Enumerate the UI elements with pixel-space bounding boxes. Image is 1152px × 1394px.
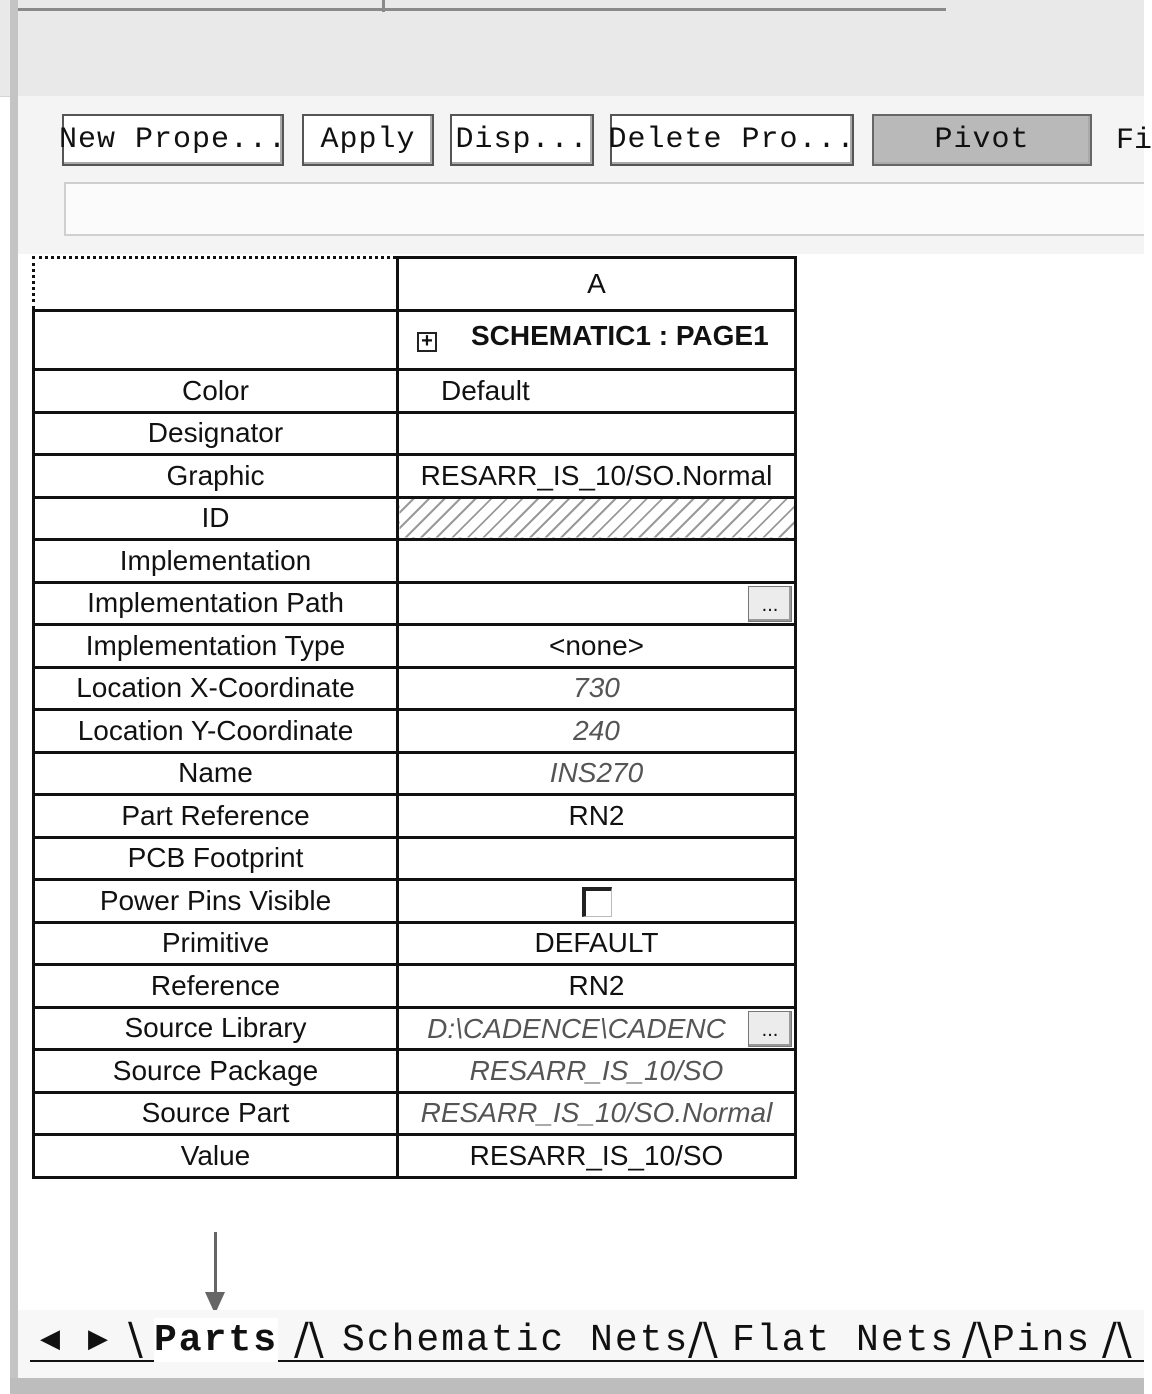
property-row (34, 582, 796, 625)
property-row (34, 752, 796, 795)
truncated-toolbar-button[interactable]: Fi (1116, 124, 1152, 158)
property-name-cell[interactable]: Source Package (34, 1050, 398, 1093)
tab-flat-nets[interactable]: Flat Nets (732, 1318, 956, 1362)
property-value-cell[interactable]: RN2 (398, 965, 796, 1008)
window-bottom-border (10, 1378, 1144, 1394)
schematic-row-label-cell (34, 311, 398, 370)
property-value-cell[interactable]: DEFAULT (398, 922, 796, 965)
scroll-right-arrow-icon[interactable]: ▶ (88, 1324, 108, 1354)
new-property-button[interactable]: New Prope... (62, 114, 284, 166)
property-value-cell[interactable]: 730 (398, 667, 796, 710)
property-name-cell[interactable]: ID (34, 497, 398, 540)
tab-pins[interactable]: Pins (992, 1318, 1092, 1362)
property-value-cell[interactable] (398, 880, 796, 923)
column-header-a[interactable]: A (398, 258, 796, 311)
header-divider (18, 8, 946, 11)
power-pins-visible-checkbox[interactable] (582, 887, 612, 917)
property-row (34, 880, 796, 923)
window-header-area (0, 0, 1144, 97)
tab-separator: \ (128, 1314, 143, 1365)
property-value-cell[interactable]: RESARR_IS_10/SO.Normal (398, 1092, 796, 1135)
grid-corner-cell[interactable] (34, 258, 398, 311)
property-row (34, 497, 796, 540)
property-row (34, 412, 796, 455)
tab-separator: /\ (294, 1314, 324, 1365)
property-value-cell[interactable]: Default (398, 370, 796, 413)
property-name-cell[interactable]: Implementation Path (34, 582, 398, 625)
property-value-cell[interactable]: <none> (398, 625, 796, 668)
property-value-text: D:\CADENCE\CADENC (427, 1012, 726, 1044)
display-button[interactable]: Disp... (450, 114, 594, 166)
expand-plus-icon[interactable]: + (417, 332, 437, 352)
property-name-cell[interactable]: Value (34, 1135, 398, 1178)
property-name-cell[interactable]: Power Pins Visible (34, 880, 398, 923)
sheet-tab-bar (18, 1310, 1144, 1378)
property-value-cell[interactable] (398, 837, 796, 880)
property-name-cell[interactable]: PCB Footprint (34, 837, 398, 880)
property-name-cell[interactable]: Graphic (34, 455, 398, 498)
property-name-cell[interactable]: Source Library (34, 1007, 398, 1050)
apply-button[interactable]: Apply (302, 114, 434, 166)
property-name-cell[interactable]: Location X-Coordinate (34, 667, 398, 710)
column-header-row (34, 258, 796, 311)
property-name-cell[interactable]: Color (34, 370, 398, 413)
tab-separator: /\ (1102, 1314, 1132, 1365)
header-divider-tick (382, 0, 385, 12)
property-row (34, 540, 796, 583)
property-name-cell[interactable]: Designator (34, 412, 398, 455)
property-value-cell[interactable]: RN2 (398, 795, 796, 838)
property-row (34, 1050, 796, 1093)
property-value-cell[interactable] (398, 582, 796, 625)
property-row (34, 922, 796, 965)
property-value-cell[interactable]: INS270 (398, 752, 796, 795)
property-name-cell[interactable]: Name (34, 752, 398, 795)
property-row (34, 1092, 796, 1135)
property-name-cell[interactable]: Location Y-Coordinate (34, 710, 398, 753)
property-value-edit-field[interactable] (64, 182, 1144, 236)
schematic-page-title: SCHEMATIC1 : PAGE1 (471, 320, 769, 351)
schematic-header-row (34, 311, 796, 370)
property-value-cell[interactable]: RESARR_IS_10/SO.Normal (398, 455, 796, 498)
property-row (34, 965, 796, 1008)
browse-button[interactable]: ... (748, 586, 792, 622)
property-value-cell[interactable]: 240 (398, 710, 796, 753)
tab-separator: /\ (962, 1314, 992, 1365)
browse-button[interactable]: ... (748, 1011, 792, 1047)
property-row (34, 625, 796, 668)
property-row (34, 837, 796, 880)
delete-property-button[interactable]: Delete Pro... (610, 114, 854, 166)
property-name-cell[interactable]: Source Part (34, 1092, 398, 1135)
property-value-cell[interactable]: RESARR_IS_10/SO (398, 1050, 796, 1093)
property-row (34, 455, 796, 498)
property-value-cell[interactable] (398, 1007, 796, 1050)
pivot-button[interactable]: Pivot (872, 114, 1092, 166)
property-row (34, 370, 796, 413)
property-value-cell[interactable] (398, 412, 796, 455)
property-name-cell[interactable]: Implementation (34, 540, 398, 583)
property-editor-toolbar (18, 96, 1152, 254)
property-value-cell[interactable] (398, 540, 796, 583)
property-row (34, 667, 796, 710)
tab-separator: /\ (688, 1314, 718, 1365)
tab-parts[interactable]: Parts (154, 1318, 279, 1362)
scroll-left-arrow-icon[interactable]: ◀ (40, 1324, 60, 1354)
property-value-cell[interactable] (398, 497, 796, 540)
property-row (34, 795, 796, 838)
tab-schematic-nets[interactable]: Schematic Nets (342, 1318, 690, 1362)
window-left-border (10, 0, 18, 1394)
property-name-cell[interactable]: Implementation Type (34, 625, 398, 668)
property-name-cell[interactable]: Reference (34, 965, 398, 1008)
property-row (34, 710, 796, 753)
property-name-cell[interactable]: Primitive (34, 922, 398, 965)
annotation-arrow-shaft (214, 1232, 217, 1294)
property-row (34, 1135, 796, 1178)
property-grid (32, 256, 797, 1179)
property-name-cell[interactable]: Part Reference (34, 795, 398, 838)
property-row (34, 1007, 796, 1050)
property-value-cell[interactable]: RESARR_IS_10/SO (398, 1135, 796, 1178)
schematic-header-cell[interactable] (398, 311, 796, 370)
